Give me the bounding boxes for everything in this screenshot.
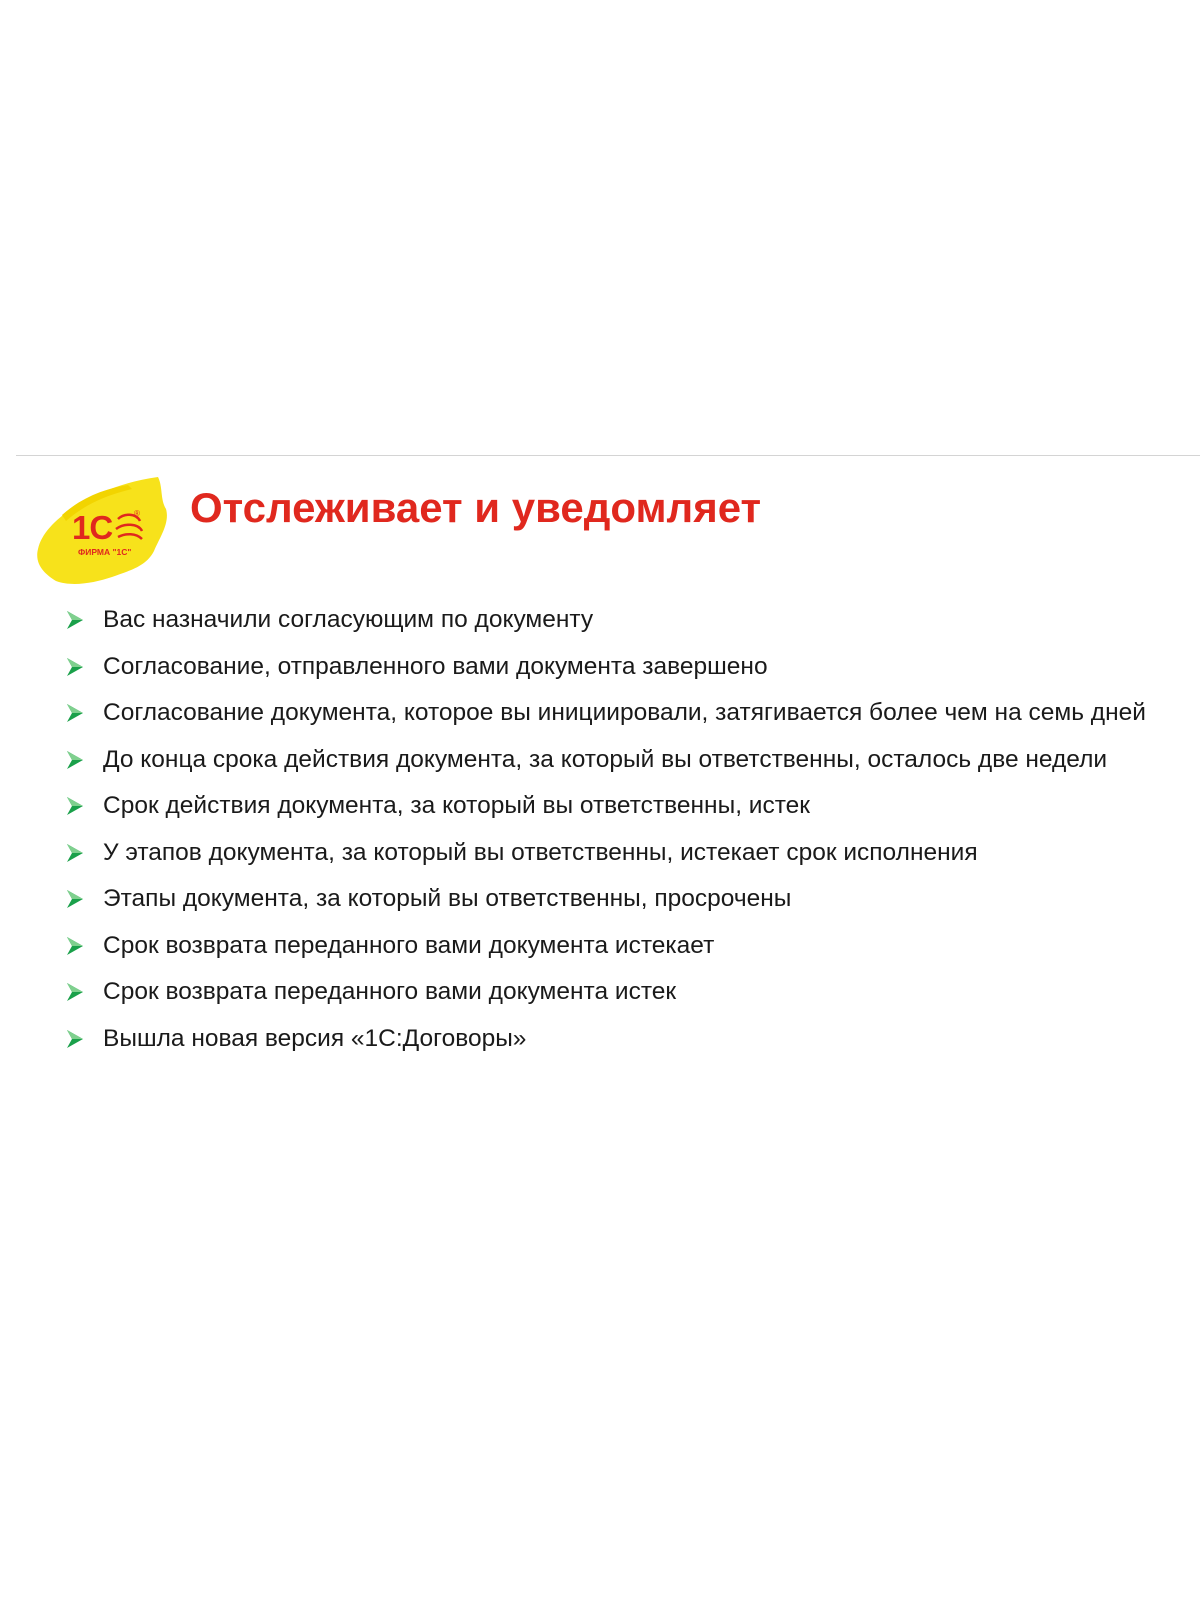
bullet-text: Этапы документа, за который вы ответственны, просрочены: [103, 885, 792, 912]
green-chevron-arrow-icon: [66, 843, 84, 863]
green-chevron-arrow-icon: [66, 889, 84, 909]
bullet-item-1: [66, 597, 1176, 644]
bullet-text: Согласование, отправленного вами документа завершено: [103, 652, 768, 680]
green-chevron-arrow-icon: [66, 982, 84, 1002]
slide-title: Отслеживает и уведомляет: [190, 484, 762, 531]
bullet-text: Срок возврата переданного вами документа истек: [103, 978, 677, 1005]
bullet-text: Согласование документа, которое вы инициировали, затягивается более чем на семь дней: [103, 699, 1146, 726]
bullet-item-6: [66, 830, 1176, 877]
green-chevron-arrow-icon: [66, 703, 84, 723]
bullet-text: Вышла новая версия «1С:Договоры»: [103, 1024, 527, 1052]
bullet-text: Срок возврата переданного вами документа истекает: [103, 931, 715, 959]
green-chevron-arrow-icon: [66, 936, 84, 956]
top-divider: [16, 455, 1200, 456]
green-chevron-arrow-icon: [66, 1029, 84, 1049]
bullet-text: До конца срока действия документа, за который вы ответственны, осталось две недели: [103, 745, 1108, 773]
green-chevron-arrow-icon: [66, 657, 84, 677]
bullet-text: Срок действия документа, за который вы ответственны, истек: [103, 792, 811, 819]
green-chevron-arrow-icon: [66, 750, 84, 770]
bullet-text: У этапов документа, за который вы ответственны, истекает срок исполнения: [103, 838, 978, 866]
green-chevron-arrow-icon: [66, 610, 84, 630]
bullet-list: [66, 597, 1176, 1062]
bullet-item-10: [66, 1016, 1176, 1063]
1c-logo-icon: [32, 475, 172, 587]
logo-caption: ФИРМА "1С": [78, 547, 132, 557]
bullet-item-5: [66, 783, 1176, 830]
bullet-text: Вас назначили согласующим по документу: [103, 606, 594, 633]
bullet-item-4: [66, 737, 1176, 784]
green-chevron-arrow-icon: [66, 796, 84, 816]
logo-brand-mark: 1С: [72, 509, 113, 546]
bullet-item-8: [66, 923, 1176, 970]
bullet-item-9: [66, 969, 1176, 1016]
bullet-item-7: [66, 876, 1176, 923]
bullet-item-3: [66, 690, 1176, 737]
logo-registered-mark: ®: [134, 509, 140, 518]
bullet-item-2: [66, 644, 1176, 691]
